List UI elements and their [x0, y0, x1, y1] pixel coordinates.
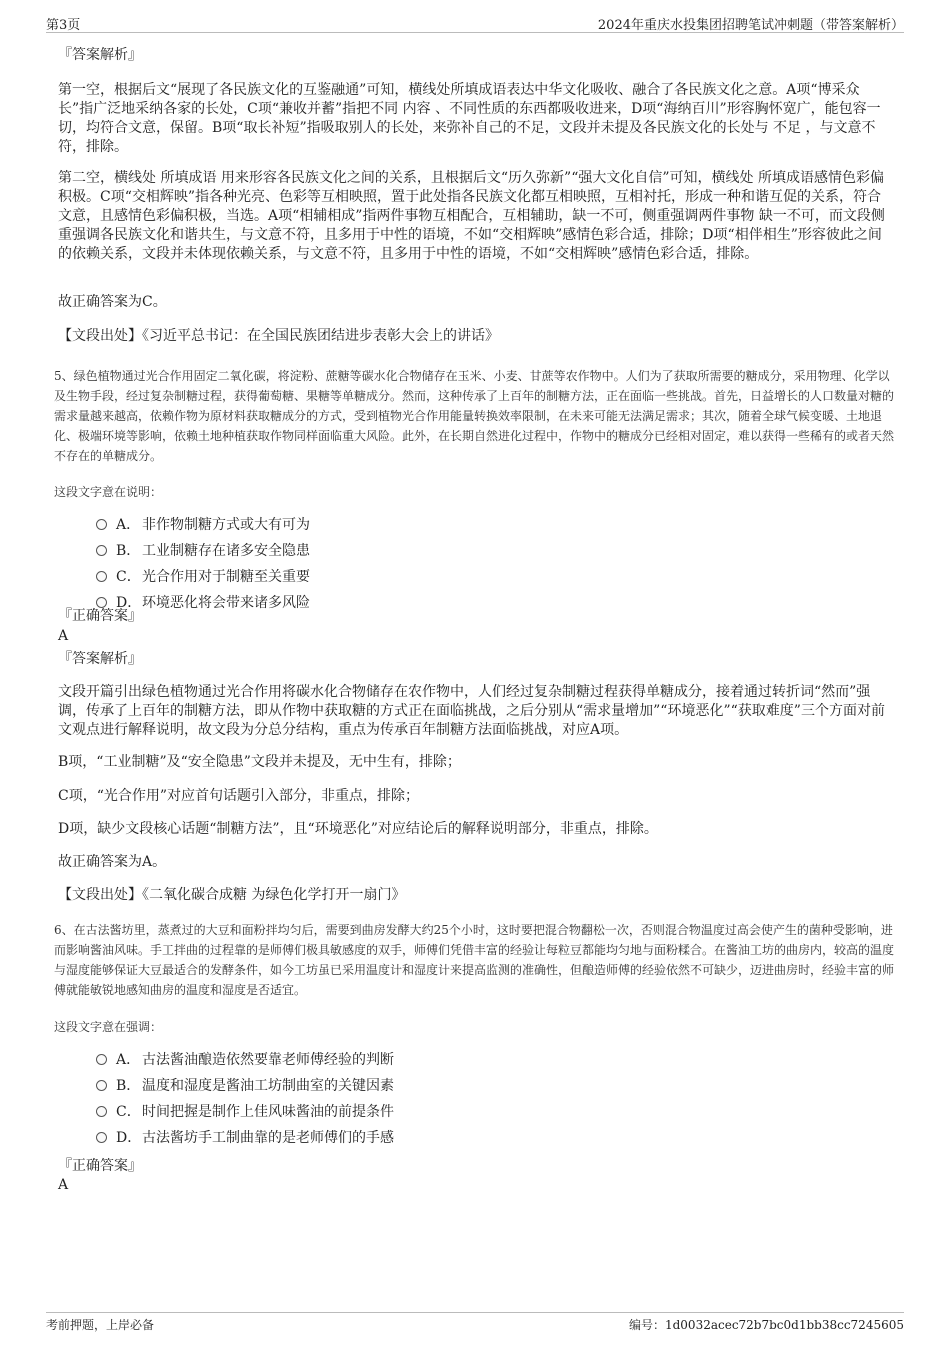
q4-source: 【文段出处】《习近平总书记：在全国民族团结进步表彰大会上的讲话》 — [58, 328, 499, 344]
option-letter: A． — [116, 517, 141, 533]
q5-option-b[interactable] — [96, 542, 310, 560]
q6-option-c[interactable] — [96, 1103, 394, 1121]
option-text: 古法酱油酿造依然要靠老师傅经验的判断 — [142, 1052, 394, 1068]
radio-button-icon[interactable] — [96, 571, 107, 582]
q6-prompt: 这段文字意在强调： — [54, 1020, 163, 1034]
q6-option-a[interactable] — [96, 1051, 394, 1069]
option-text: 光合作用对于制糖至关重要 — [142, 569, 310, 585]
q5-answer: A — [58, 628, 69, 644]
radio-button-icon[interactable] — [96, 545, 107, 556]
q5-analysis-label: 『答案解析』 — [58, 651, 142, 667]
option-letter: D． — [116, 595, 142, 611]
q6-option-b[interactable] — [96, 1077, 394, 1095]
footer-slogan: 考前押题，上岸必备 — [46, 1318, 155, 1332]
radio-button-icon[interactable] — [96, 597, 107, 608]
option-letter: C． — [116, 1104, 141, 1120]
page-number: 第3页 — [46, 18, 81, 33]
q4-analysis-p1: 第一空，根据后文“展现了各民族文化的互鉴融通”可知，横线处所填成语表达中华文化吸收、融合了各民族文化之意。A项“博采众长”指广泛地采纳各家的长处，C项“兼收并蓄”指把不同 内容 、不同性质的东西都吸收进来，D项“海纳百川”形容胸怀宽广，能包容一切，均符合文意，保留。B项“取长补短”指吸取别人的长处，来弥补自己的不足，文段并未提及各民族文化的长处与 不足 ，与文意不符，排除。 — [58, 82, 881, 155]
option-text: 温度和湿度是酱油工坊制曲室的关键因素 — [142, 1078, 394, 1094]
radio-button-icon[interactable] — [96, 1080, 107, 1091]
option-letter: A． — [116, 1052, 141, 1068]
q5-option-c[interactable] — [96, 568, 310, 586]
option-text: 工业制糖存在诸多安全隐患 — [142, 543, 310, 559]
radio-button-icon[interactable] — [96, 1054, 107, 1065]
page-header — [46, 12, 904, 33]
option-letter: C． — [116, 569, 141, 585]
radio-button-icon[interactable] — [96, 519, 107, 530]
q4-analysis-label: 『答案解析』 — [58, 47, 142, 63]
option-text: 古法酱坊手工制曲靠的是老师傅们的手感 — [142, 1130, 394, 1146]
radio-button-icon[interactable] — [96, 1132, 107, 1143]
option-letter: B． — [116, 543, 141, 559]
q5-prompt: 这段文字意在说明： — [54, 485, 163, 499]
q5-analysis-p4: D项，缺少文段核心话题“制糖方法”，且“环境恶化”对应结论后的解释说明部分，非重点，排除。 — [58, 821, 658, 837]
q6-option-d[interactable] — [96, 1129, 394, 1147]
q5-question-text: 5、绿色植物通过光合作用固定二氧化碳，将淀粉、蔗糖等碳水化合物储存在玉米、小麦、甘蔗等农作物中。人们为了获取所需要的糖成分，采用物理、化学以及生物手段，经过复杂制糖过程，获得葡萄糖、果糖等单糖成分。然而，这种传承了上百年的制糖方法，正在面临一些挑战。首先，日益增长的人口数量对糖的需求量越来越高，依赖作物为原材料获取糖成分的方式，受到植物光合作用能量转换效率限制，在未来可能无法满足需求；其次，随着全球气候变暖、土地退化、极端环境等影响，依赖土地种植获取作物同样面临重大风险。此外，在长期自然进化过程中，作物中的糖成分已经相对固定，难以获得一些稀有的或者天然不存在的单糖成分。 — [54, 369, 895, 463]
option-text: 非作物制糖方式或大有可为 — [142, 517, 310, 533]
q4-analysis-p2: 第二空，横线处 所填成语 用来形容各民族文化之间的关系，且根据后文“历久弥新”“强大文化自信”可知，横线处 所填成语感情色彩偏积极。C项“交相辉映”指各种光亮、色彩等互相映照，置于此处指各民族文化都互相映照，互相衬托，形成一种和谐互促的关系，符合文意，且感情色彩偏积极，当选。A项“相辅相成”指两件事物互相配合，互相辅助，缺一不可，侧重强调两件事物 缺一不可，而文段侧重强调各民族文化和谐共生，与文意不符，且多用于中性的语境，不如“交相辉映”感情色彩合适，排除；D项“相伴相生”形容彼此之间的依赖关系，文段并未体现依赖关系，与文意不符，且多用于中性的语境，不如“交相辉映”感情色彩合适，排除。 — [58, 170, 885, 262]
q6-answer-label: 『正确答案』 — [58, 1158, 142, 1174]
q6-answer: A — [58, 1177, 69, 1193]
option-text: 环境恶化将会带来诸多风险 — [142, 595, 310, 611]
q4-conclusion: 故正确答案为C。 — [58, 294, 167, 310]
q5-analysis-p1: 文段开篇引出绿色植物通过光合作用将碳水化合物储存在农作物中，人们经过复杂制糖过程获得单糖成分，接着通过转折词“然而”强调，传承了上百年的制糖方法，即从作物中获取糖的方式正在面临挑战，之后分别从“需求量增加”“环境恶化”“获取难度”三个方面对前文观点进行解释说明，故文段为分总分结构，重点为传承百年制糖方法面临挑战，对应A项。 — [58, 684, 885, 738]
q5-conclusion: 故正确答案为A。 — [58, 854, 167, 870]
radio-button-icon[interactable] — [96, 1106, 107, 1117]
q5-analysis-p3: C项，“光合作用”对应首句话题引入部分，非重点，排除； — [58, 788, 420, 804]
option-letter: D． — [116, 1130, 142, 1146]
document-code: 编号：1d0032acec72b7bc0d1bb38cc7245605 — [628, 1318, 904, 1332]
q5-analysis-p2: B项，“工业制糖”及“安全隐患”文段并未提及，无中生有，排除； — [58, 754, 461, 770]
option-letter: B． — [116, 1078, 141, 1094]
q5-option-a[interactable] — [96, 516, 310, 534]
q5-answer-label: 『正确答案』 — [58, 608, 142, 624]
option-text: 时间把握是制作上佳风味酱油的前提条件 — [142, 1104, 394, 1120]
q5-source: 【文段出处】《二氧化碳合成糖 为绿色化学打开一扇门》 — [58, 887, 406, 903]
document-title: 2024年重庆水投集团招聘笔试冲刺题（带答案解析） — [597, 18, 904, 33]
q6-question-text: 6、在古法酱坊里，蒸煮过的大豆和面粉拌均匀后，需要到曲房发酵大约25个小时，这时要把混合物翻松一次，否则混合物温度过高会使产生的菌种受影响，进而影响酱油风味。手工拌曲的过程靠的是师傅们极具敏感度的双手，师傅们凭借丰富的经验让每粒豆都能均匀地与面粉糅合。在酱油工坊的曲房内，较高的温度与湿度能够保证大豆最适合的发酵条件，如今工坊虽已采用温度计和湿度计来提高监测的准确性，但酿造师傅的经验依然不可缺少，迈进曲房时，经验丰富的师傅就能敏锐地感知曲房的温度和湿度是否适宜。 — [54, 923, 895, 997]
page-footer — [46, 1312, 904, 1335]
